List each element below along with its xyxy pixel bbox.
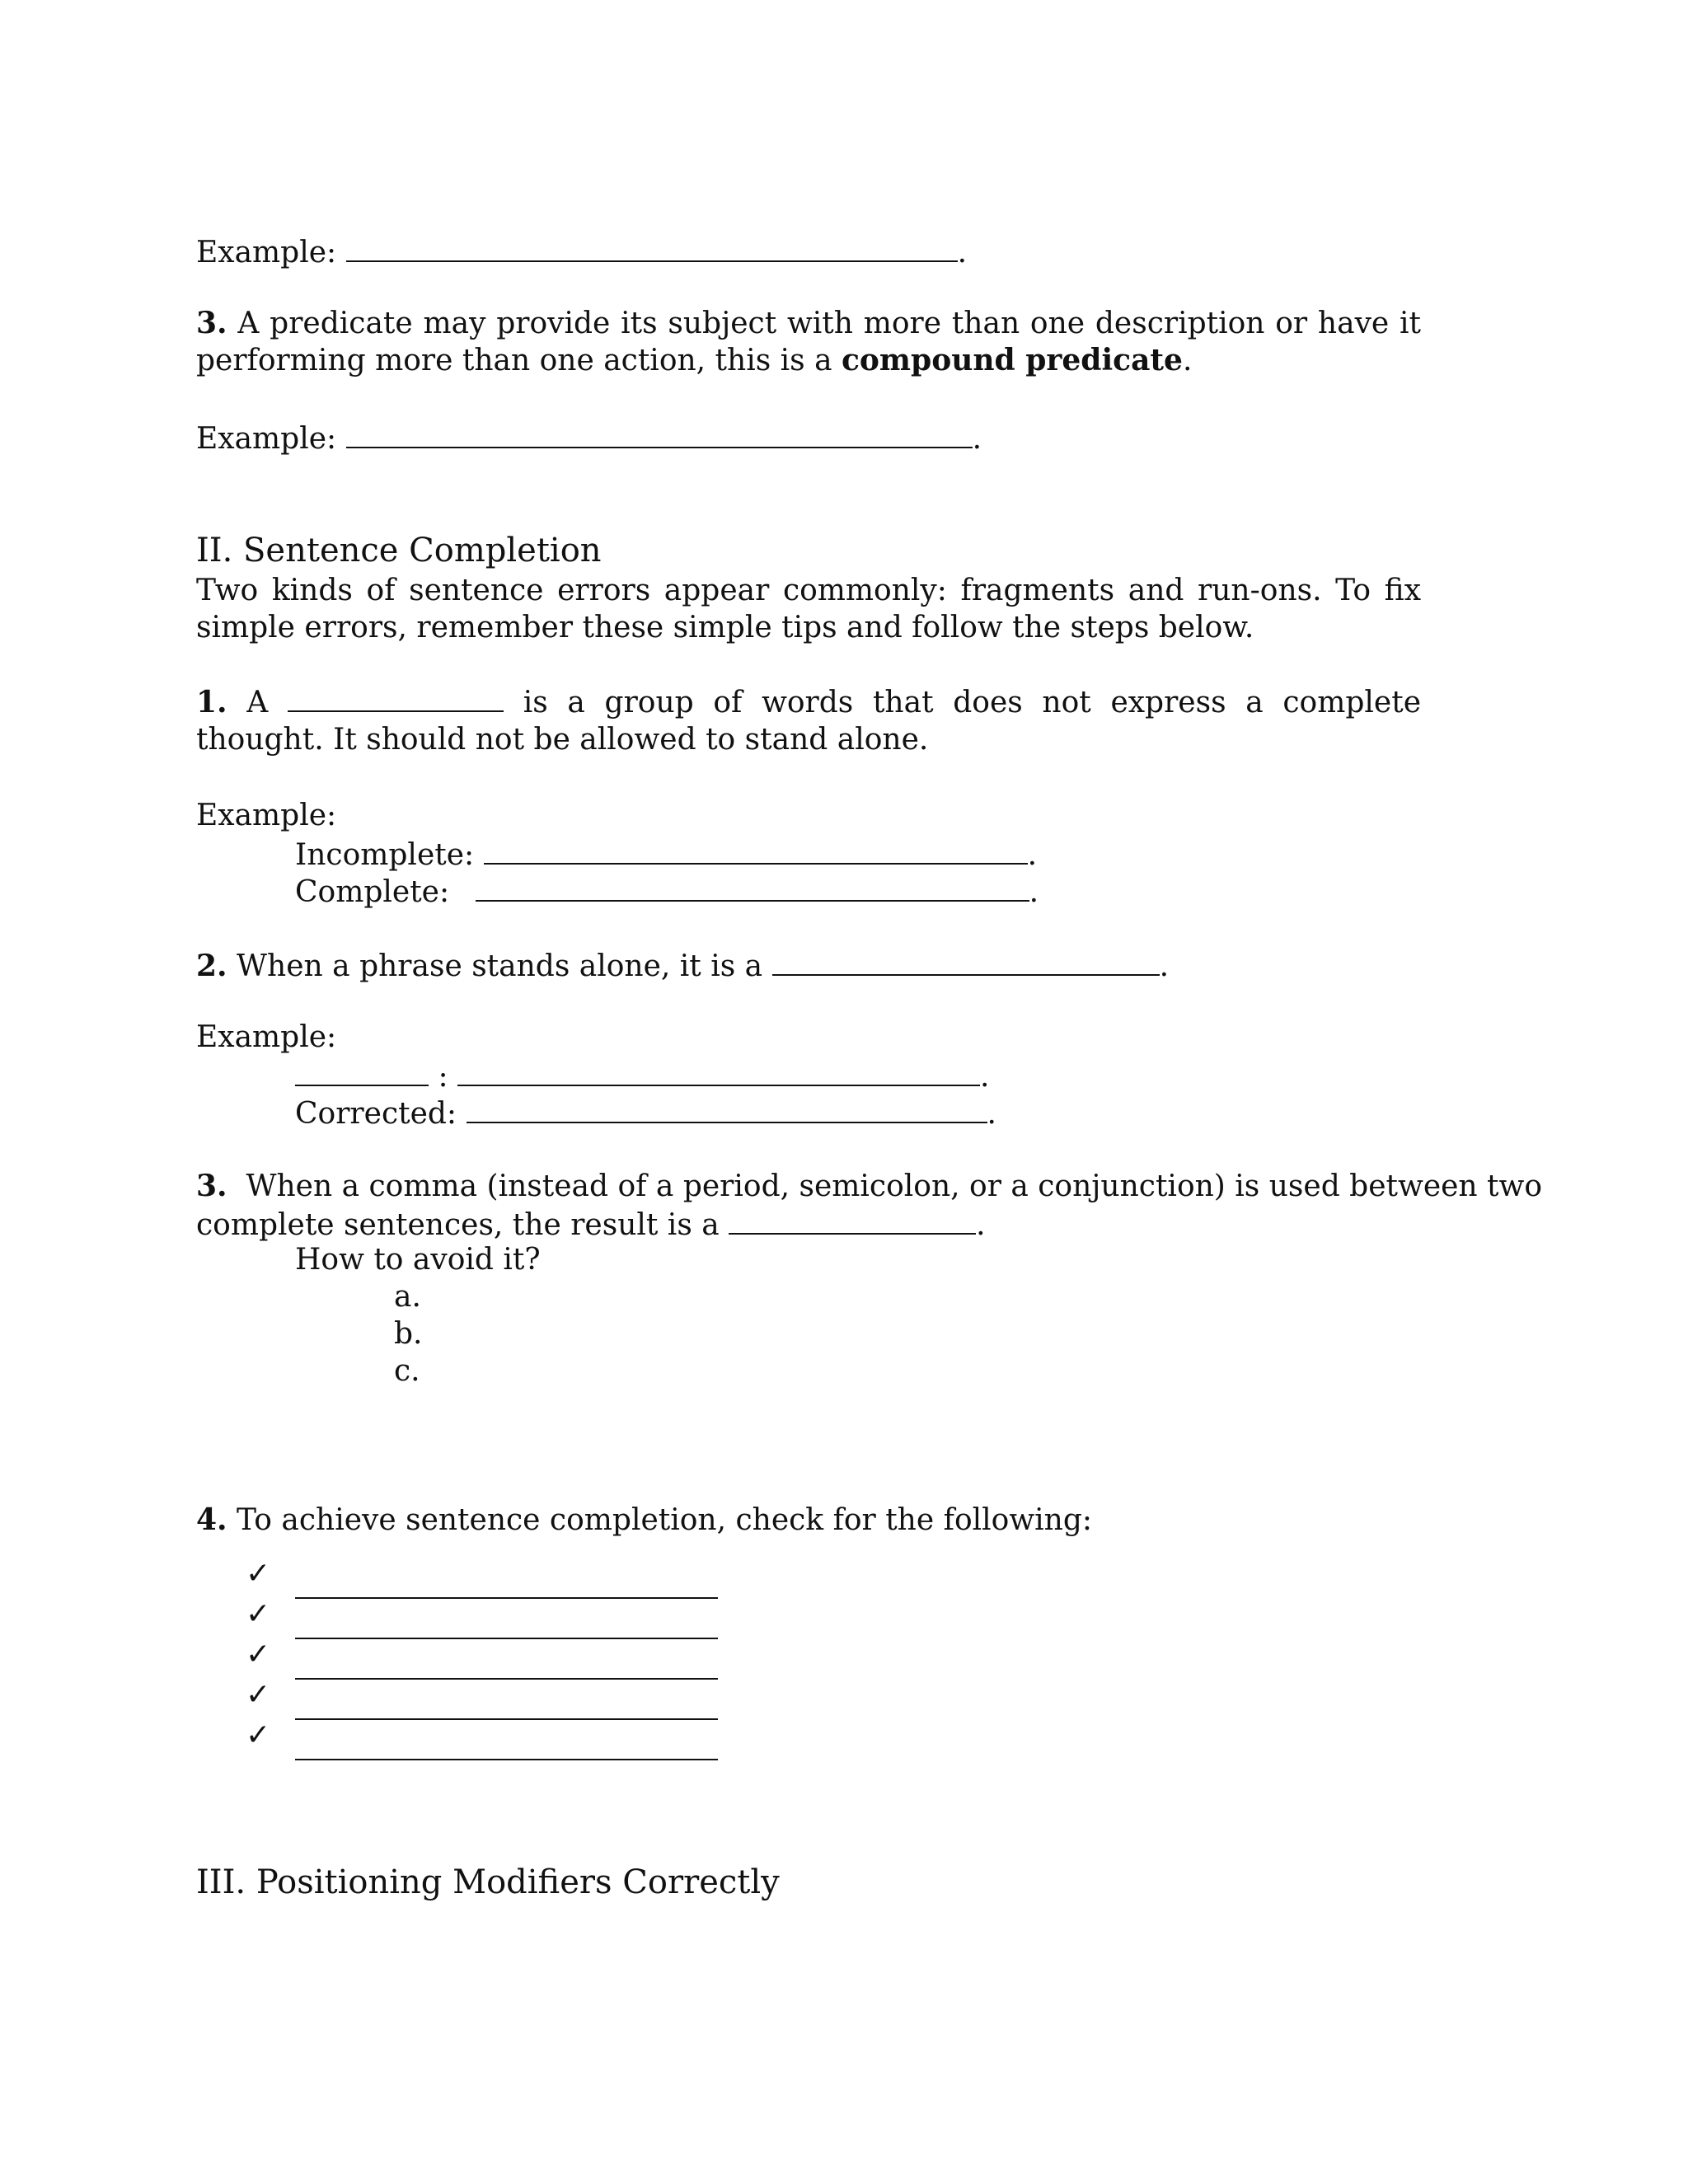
answer-blank[interactable] <box>346 419 973 448</box>
checklist-blank[interactable] <box>295 1759 718 1760</box>
checklist-blank[interactable] <box>295 1597 718 1599</box>
fragment-item: 1. A is a group of words that does not express a complete thought. It should not be allowed to stand alone. <box>196 682 1421 758</box>
corrected-line: Corrected: . <box>295 1094 996 1132</box>
example-line-top: Example: . <box>196 232 967 271</box>
phrase-example-blank[interactable] <box>457 1057 980 1086</box>
example-line-compound: Example: . <box>196 419 982 457</box>
incomplete-line: Incomplete: . <box>295 835 1037 874</box>
example-label: Example: <box>196 236 337 269</box>
how-to-avoid: How to avoid it? <box>295 1243 541 1277</box>
run-on-item-line1: 3. When a comma (instead of a period, semicolon, or a conjunction) is used between two <box>196 1169 1543 1203</box>
example-label: Example: <box>196 1020 337 1054</box>
complete-line: Complete: . <box>295 872 1039 911</box>
checklist-blank[interactable] <box>295 1678 718 1680</box>
example-label: Example: <box>196 799 337 832</box>
checklist-blank[interactable] <box>295 1718 718 1720</box>
phrase-item: 2. When a phrase stands alone, it is a . <box>196 946 1169 985</box>
complete-blank[interactable] <box>476 872 1029 902</box>
check-icon: ✓ <box>246 1678 271 1712</box>
section-ii-title: II. Sentence Completion <box>196 532 602 569</box>
phrase-blank[interactable] <box>772 946 1160 976</box>
phrase-example-line: : . <box>295 1057 990 1095</box>
check-icon: ✓ <box>246 1638 271 1671</box>
incomplete-blank[interactable] <box>484 835 1028 865</box>
check-icon: ✓ <box>246 1557 271 1591</box>
phrase-type-blank[interactable] <box>295 1057 429 1086</box>
compound-predicate-item: 3. A predicate may provide its subject with more than one description or have it performing more than one action, this is a compound predicate. <box>196 306 1421 377</box>
run-on-item-line2: complete sentences, the result is a . <box>196 1205 986 1244</box>
answer-blank[interactable] <box>346 232 958 262</box>
compound-predicate-term: compound predicate <box>842 343 1183 377</box>
check-icon: ✓ <box>246 1718 271 1752</box>
section-iii-title: III. Positioning Modifiers Correctly <box>196 1863 780 1901</box>
option-c: c. <box>394 1354 420 1388</box>
fragment-blank[interactable] <box>288 682 504 712</box>
check-icon: ✓ <box>246 1597 271 1631</box>
run-on-blank[interactable] <box>729 1205 976 1235</box>
option-a: a. <box>394 1280 421 1314</box>
section-ii-intro: Two kinds of sentence errors appear commonly: fragments and run-ons. To fix simple errors, remember these simple tips and follow the steps below. <box>196 574 1421 644</box>
checklist-item: 4. To achieve sentence completion, check for the following: <box>196 1502 1092 1537</box>
corrected-blank[interactable] <box>467 1094 987 1123</box>
option-b: b. <box>394 1317 423 1351</box>
checklist-blank[interactable] <box>295 1638 718 1639</box>
